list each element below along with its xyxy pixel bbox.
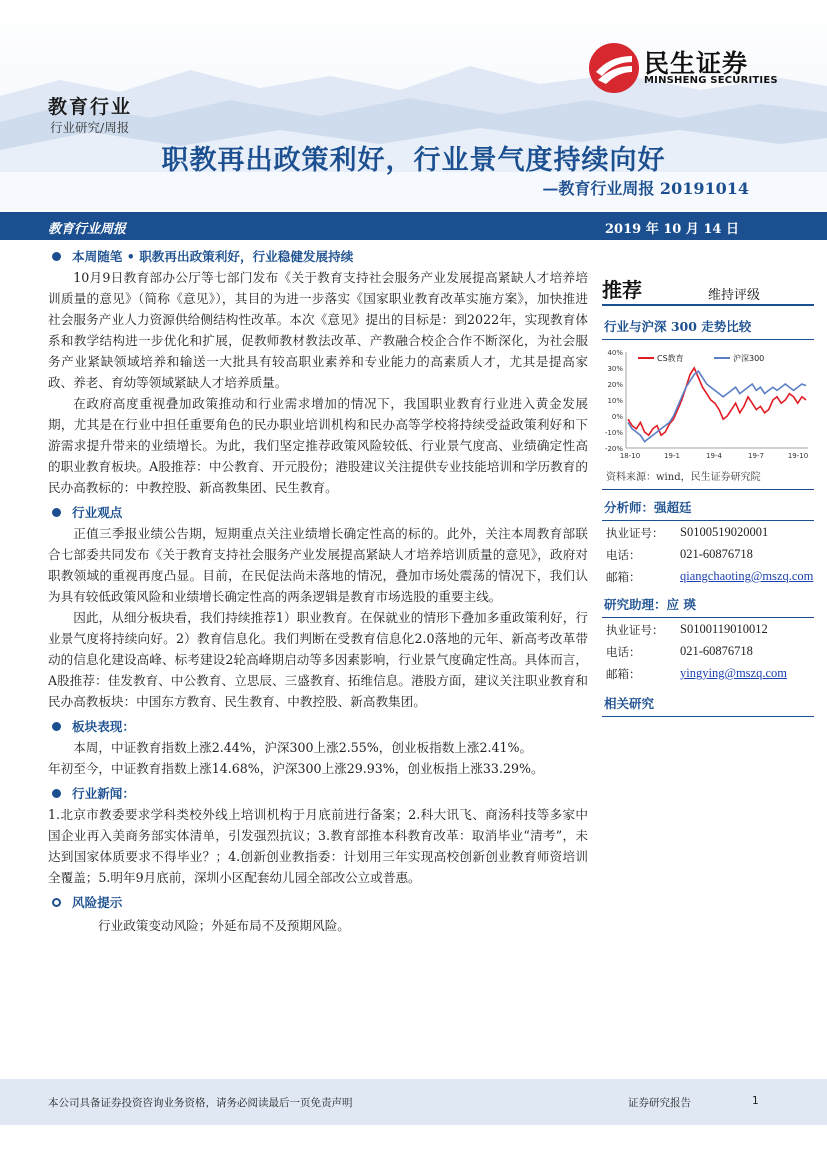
paragraph: 1.北京市教委要求学科类校外线上培训机构于月底前进行备案；2.科大讯飞、商汤科技等多家中国企业再入美商务部实体清单，引发强烈抗议；3.教育部推本科教育改革：取消毕业“清考”，未达到国家体质要求不得毕业？；4.创新创业教指委：计划用三年实现高校创新创业教育师资培训全覆盖；5.明年9月底前，深圳小区配套幼儿园全部改公立或普惠。	[48, 807, 588, 885]
section-heading: 行业新闻：	[48, 783, 588, 804]
paragraph: 行业政策变动风险；外延布局不及预期风险。	[98, 918, 350, 933]
logo-text-en: MINSHENG SECURITIES	[644, 75, 778, 86]
y-tick-label: 20%	[607, 381, 623, 389]
sidebar	[602, 272, 814, 717]
bar-date: 2019 年 10 月 14 日	[605, 222, 739, 237]
y-tick-label: 30%	[607, 365, 623, 373]
analyst-cert-row: 执业证号： S0100519020001	[606, 525, 769, 540]
legend-label: 沪深300	[733, 354, 765, 363]
bullet-icon	[52, 252, 61, 261]
bar-report-name: 教育行业周报	[48, 222, 127, 237]
x-tick-label: 19-1	[664, 452, 680, 460]
analyst-phone-row: 电话： 021-60876718	[606, 547, 753, 562]
related-research-heading: 相关研究	[602, 688, 814, 717]
report-title: 职教再出政策利好，行业景气度持续向好	[161, 145, 666, 176]
y-tick-label: 10%	[607, 397, 623, 405]
paragraph: 10月9日教育部办公厅等七部门发布《关于教育支持社会服务产业发展提高紧缺人才培养培训质量的意见》（简称《意见》），其目的为进一步落实《国家职业教育改革实施方案》，加快推进社会服务产业人力资源供给侧结构性改革。本次《意见》提出的目标是：到2022年，实现教育体系和教学结构进一步优化和扩展，促教师教材教法改革、产教融合校企合作不断深化，为社会服务产业紧缺领域培养和输送一大批具有较高职业素养和专业能力的高素质人才，尤其是提高家政、养老、育幼等领域紧缺人才培养质量。	[48, 270, 588, 390]
y-tick-label: -10%	[604, 429, 623, 437]
company-logo	[588, 40, 788, 100]
x-tick-label: 19-10	[787, 452, 809, 460]
assistant-phone: 021-60876718	[680, 644, 753, 658]
trend-chart-svg	[602, 344, 814, 466]
section-heading: 行业观点	[48, 502, 588, 523]
title-bar	[0, 212, 827, 240]
series-line-cs-education	[628, 368, 806, 435]
bullet-ring-icon	[52, 898, 61, 907]
footer-disclaimer: 本公司具备证券投资咨询业务资格，请务必阅读最后一页免责声明	[48, 1097, 353, 1109]
paragraph: 因此，从细分板块看，我们持续推荐1）职业教育。在保就业的情形下叠加多重政策利好，行业景气度将持续向好。2）教育信息化。我们判断在受教育信息化2.0落地的元年、新高考改革带动的信息化建设高峰、标考建设2轮高峰期启动等多因素影响，行业景气度确定性高。具体而言，A股推荐：佳发教育、中公教育、立思辰、三盛教育、拓维信息。港股方面，建议关注职业教育和民办高教板块：中国东方教育、民生教育、中教控股、新高教集团。	[48, 610, 588, 709]
report-subtitle: —教育行业周报 20191014	[542, 179, 749, 198]
assistant-cert: S0100119010012	[680, 622, 768, 636]
chart-heading: 行业与沪深 300 走势比较	[602, 314, 814, 340]
x-tick-label: 19-4	[706, 452, 722, 460]
bullet-icon	[52, 722, 61, 731]
y-tick-label: -20%	[604, 445, 623, 453]
logo-text-cn: 民生证券	[644, 49, 749, 78]
analyst-phone: 021-60876718	[680, 547, 753, 561]
logo-mark-icon	[588, 42, 640, 94]
main-content	[48, 242, 588, 936]
section-heading: 板块表现：	[48, 716, 588, 737]
section-heading: 风险提示	[48, 892, 588, 913]
chart-source: 资料来源：wind，民生证券研究院	[602, 468, 814, 490]
y-tick-label: 0%	[611, 413, 623, 421]
assistant-name: 应 瑛	[666, 597, 696, 612]
industry-label: 教育行业	[48, 96, 133, 118]
footer-label: 证券研究报告	[628, 1097, 691, 1109]
legend-label: CS教育	[657, 354, 684, 363]
assistant-cert-row: 执业证号： S0100119010012	[606, 622, 768, 637]
x-tick-label: 19-7	[748, 452, 764, 460]
page-footer	[0, 1079, 827, 1125]
section-heading: 本周随笔 • 职教再出政策利好，行业稳健发展持续	[48, 246, 588, 267]
paragraph: 在政府高度重视叠加政策推动和行业需求增加的情况下，我国职业教育行业进入黄金发展期，尤其是在行业中担任重要角色的民办职业培训机构和民办高等学校将持续受益政策利好和下游需求提升带来的业绩增长。为此，我们坚定推荐政策风险较低、行业景气度高、业绩确定性高的职业教育板块。A股推荐：中公教育、开元股份；港股建议关注提供专业技能培训和学历教育的民办高教标的：中教控股、新高教集团、民生教育。	[48, 396, 588, 495]
bullet-icon	[52, 789, 61, 798]
paragraph: 本周，中证教育指数上涨2.44%，沪深300上涨2.55%，创业板指数上涨2.41%。	[73, 740, 533, 755]
assistant-email-row: 邮箱： yingying@mszq.com	[606, 666, 787, 681]
analyst-cert: S0100519020001	[680, 525, 769, 539]
page-number: 1	[752, 1095, 759, 1107]
assistant-email-link[interactable]: yingying@mszq.com	[680, 666, 787, 680]
report-type: 行业研究/周报	[50, 120, 130, 135]
paragraph: 正值三季报业绩公告期，短期重点关注业绩增长确定性高的标的。此外，关注本周教育部联合七部委共同发布《关于教育支持社会服务产业发展提高紧缺人才培养培训质量的意见》，政府对职教领域的重视再度凸显。目前，在民促法尚未落地的情况，叠加市场处震荡的情况下，我们认为具有较低政策风险和业绩增长确定性高的两条逻辑是教育市场选股的重要主线。	[48, 526, 588, 604]
analyst-email-row: 邮箱： qiangchaoting@mszq.com	[606, 569, 814, 584]
assistant-phone-row: 电话： 021-60876718	[606, 644, 753, 659]
paragraph: 年初至今，中证教育指数上涨14.68%，沪深300上涨29.93%，创业板指上涨33.29%。	[48, 761, 544, 776]
rating-box	[602, 272, 814, 306]
bullet-icon	[52, 508, 61, 517]
rating-value: 维持评级	[708, 288, 761, 303]
rating-heading: 推荐	[602, 278, 642, 302]
analyst-heading: 分析师：强超廷	[602, 492, 814, 521]
y-tick-label: 40%	[607, 349, 623, 357]
assistant-heading: 研究助理：应 瑛	[602, 589, 814, 618]
trend-chart	[602, 344, 814, 466]
x-tick-label: 18-10	[619, 452, 641, 460]
analyst-name: 强超廷	[654, 500, 692, 515]
analyst-email-link[interactable]: qiangchaoting@mszq.com	[680, 569, 814, 583]
